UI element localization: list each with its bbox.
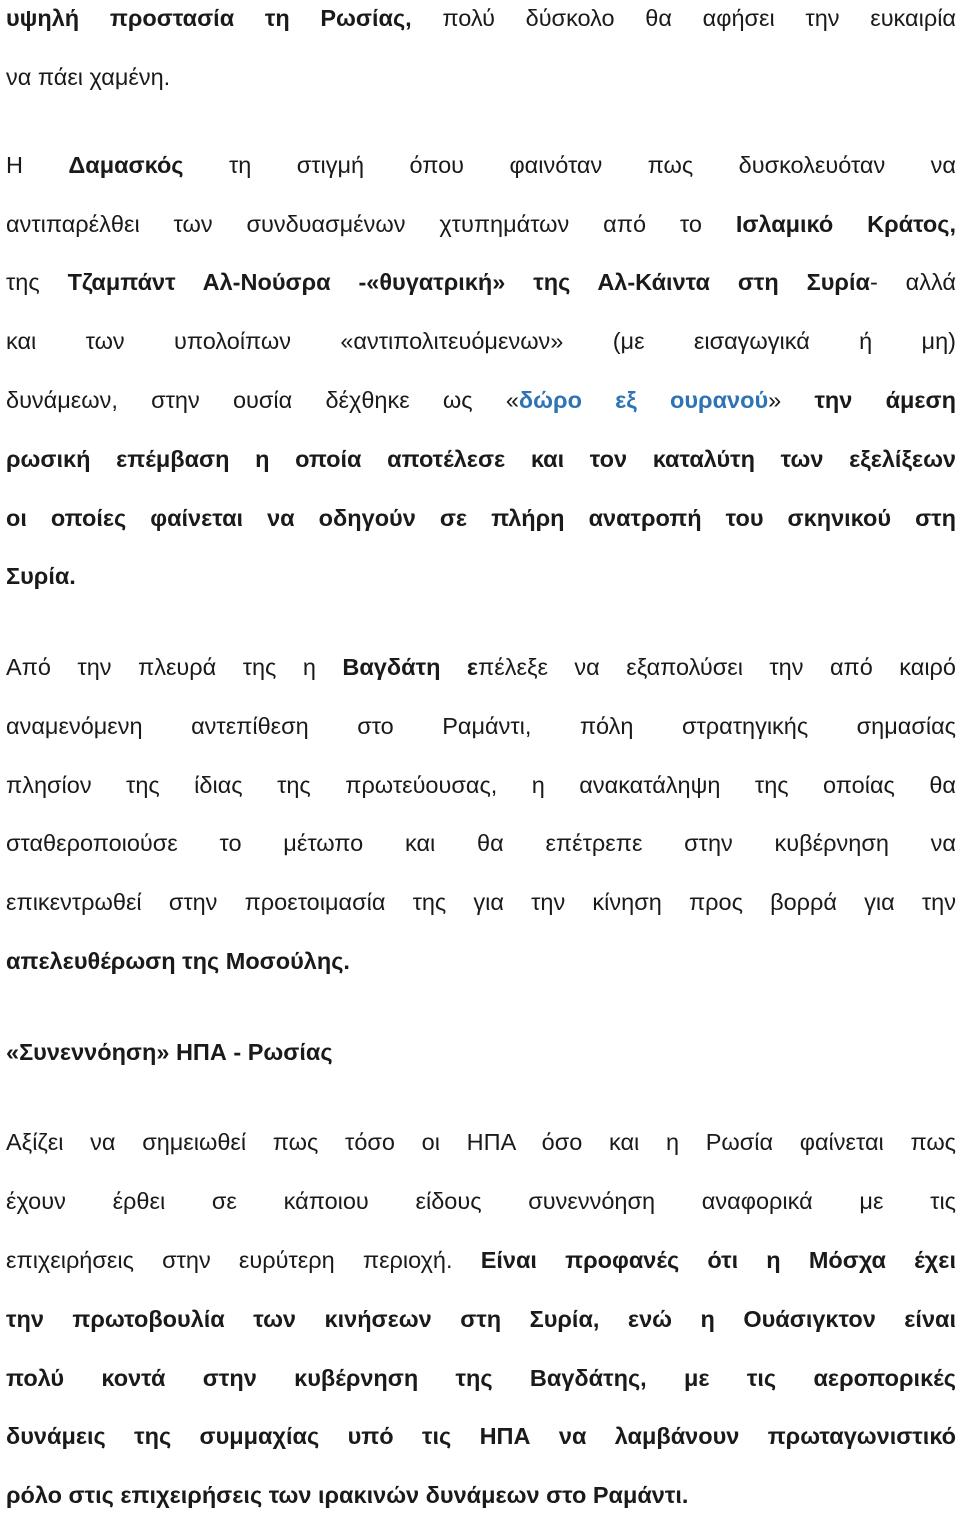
paragraph-line — [6, 1363, 956, 1393]
body-text: σταθεροποιούσε το μέτωπο και θα επέτρεπε στην κυβέρνηση να — [6, 830, 956, 856]
body-text: πολύ δύσκολο θα αφήσει την ευκαιρία — [411, 5, 956, 31]
bold-text: πολύ κοντά στην κυβέρνηση της Βαγδάτης, με τις αεροπορικές — [6, 1365, 956, 1391]
bold-text: την πρωτοβουλία των κινήσεων στη Συρία, ενώ η Ουάσιγκτον είναι — [6, 1306, 956, 1332]
paragraph-line — [6, 1127, 956, 1157]
paragraph-line — [6, 444, 956, 474]
bold-text: ρόλο στις επιχειρήσεις των ιρακινών δυνάμεων στο Ραμάντι. — [6, 1482, 689, 1508]
paragraph-line — [6, 503, 956, 533]
body-text: - αλλά — [869, 269, 956, 295]
body-text: Η — [6, 152, 69, 178]
paragraph-line — [6, 1304, 956, 1334]
body-text: επικεντρωθεί στην προετοιμασία της για την κίνηση προς βορρά για την — [6, 889, 956, 915]
body-text: Αξίζει να σημειωθεί πως τόσο οι ΗΠΑ όσο και η Ρωσία φαίνεται πως — [6, 1129, 956, 1155]
body-text: αναμενόμενη αντεπίθεση στο Ραμάντι, πόλη στρατηγικής σημασίας — [6, 713, 956, 739]
body-text: επιχειρήσεις στην ευρύτερη περιοχή. — [6, 1247, 481, 1273]
bold-text: Ισλαμικό Κράτος, — [735, 211, 956, 237]
paragraph-line — [6, 652, 956, 682]
highlighted-quote: δώρο εξ ουρανού — [518, 387, 769, 413]
paragraph-line — [6, 1186, 956, 1216]
bold-text: Βαγδάτη ε — [342, 654, 479, 680]
paragraph-line — [6, 1421, 956, 1451]
bold-text: ρωσική επέμβαση η οποία αποτέλεσε και τον καταλύτη των εξελίξεων — [6, 446, 956, 472]
paragraph-line — [6, 267, 956, 297]
paragraph-line — [6, 1480, 956, 1510]
paragraph-line — [6, 946, 956, 976]
bold-text: την άμεση — [814, 387, 956, 413]
bold-text: απελευθέρωση της Μοσούλης. — [6, 948, 350, 974]
body-text: τη στιγμή όπου φαινόταν πως δυσκολευόταν να — [183, 152, 956, 178]
body-text: δυνάμεων, στην ουσία δέχθηκε ως « — [6, 387, 519, 413]
bold-text: δυνάμεις της συμμαχίας υπό τις ΗΠΑ να λαμβάνουν πρωταγωνιστικό — [6, 1423, 956, 1449]
paragraph-line — [6, 150, 956, 180]
bold-text: Συρία. — [6, 563, 76, 589]
paragraph-line — [6, 770, 956, 800]
body-text: αντιπαρέλθει των συνδυασμένων χτυπημάτων από το — [6, 211, 736, 237]
paragraph-line — [6, 326, 956, 356]
paragraph-line — [6, 711, 956, 741]
body-text: έχουν έρθει σε κάποιου είδους συνεννόηση αναφορικά με τις — [6, 1188, 956, 1214]
body-text: πλησίον της ίδιας της πρωτεύουσας, η ανακατάληψη της οποίας θα — [6, 772, 956, 798]
paragraph-line — [6, 887, 956, 917]
paragraph-line — [6, 561, 956, 591]
body-text: Από την πλευρά της η — [6, 654, 343, 680]
body-text: να πάει χαμένη. — [6, 64, 171, 90]
bold-text: Είναι προφανές ότι η Μόσχα έχει — [480, 1247, 956, 1273]
paragraph-line — [6, 209, 956, 239]
bold-text: οι οποίες φαίνεται να οδηγούν σε πλήρη ανατροπή του σκηνικού στη — [6, 505, 956, 531]
paragraph-line — [6, 385, 956, 415]
body-text: » — [768, 387, 815, 413]
paragraph-line — [6, 1245, 956, 1275]
paragraph-line — [6, 62, 956, 92]
paragraph-line — [6, 828, 956, 858]
section-heading: «Συνεννόηση» ΗΠΑ - Ρωσίας — [6, 1039, 333, 1065]
body-text: πέλεξε να εξαπολύσει την από καιρό — [478, 654, 956, 680]
paragraph-line — [6, 3, 956, 33]
bold-text: Τζαμπάντ Αλ-Νούσρα -«θυγατρική» της Αλ-Κάιντα στη Συρία — [67, 269, 870, 295]
body-text: και των υπολοίπων «αντιπολιτευόμενων» (με εισαγωγικά ή μη) — [6, 328, 956, 354]
bold-text: υψηλή προστασία τη Ρωσίας, — [6, 5, 412, 31]
body-text: της — [6, 269, 68, 295]
bold-text: Δαμασκός — [68, 152, 184, 178]
